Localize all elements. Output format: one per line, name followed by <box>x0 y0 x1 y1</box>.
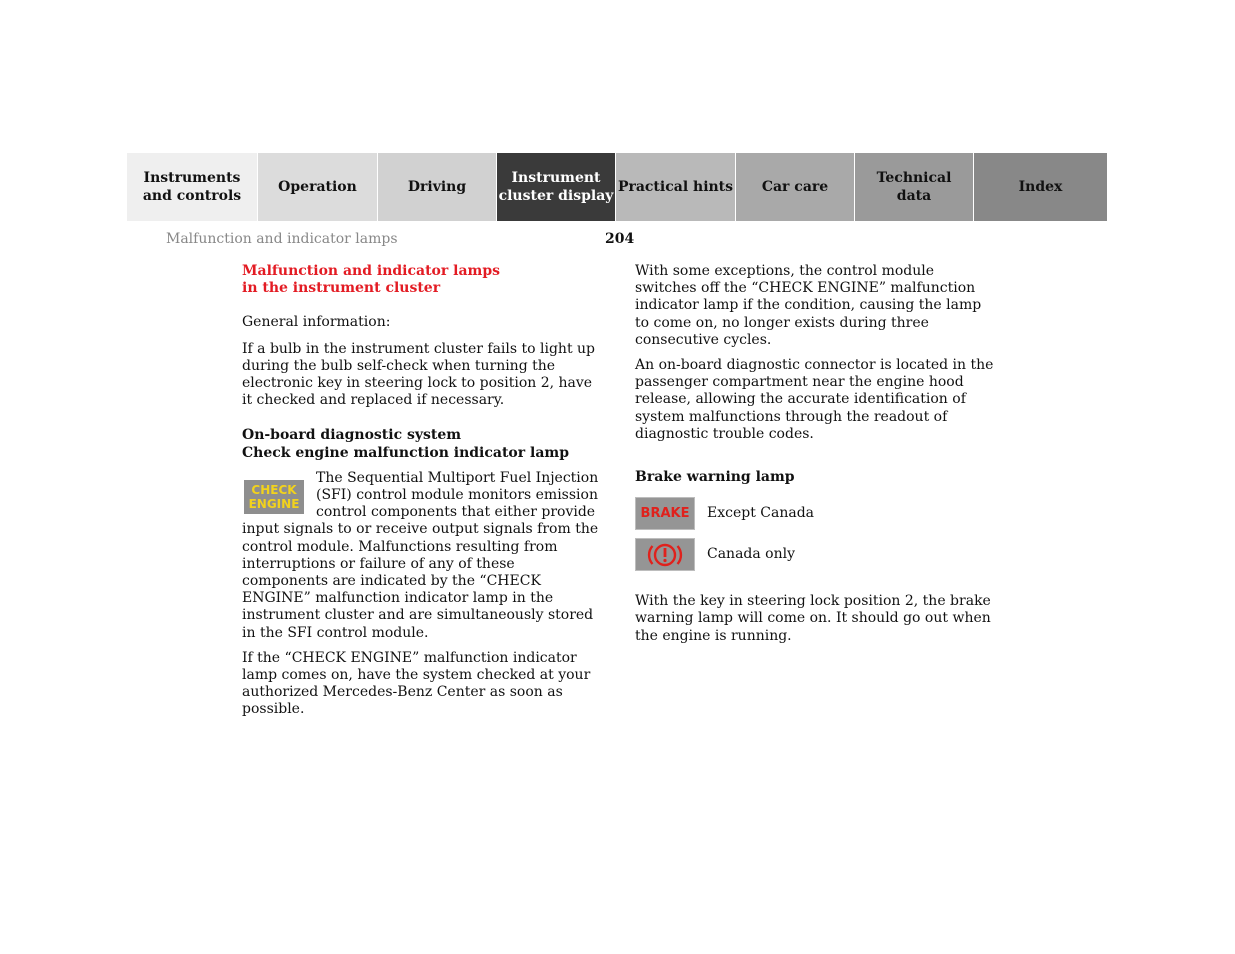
right-column <box>635 263 995 645</box>
left-column <box>242 263 602 719</box>
diagnostic-connector-paragraph: An on-board diagnostic connector is located in the passenger compartment near the engine hood release, allowing the accurate identification of system malfunctions through the readout of diagnostic trouble codes. <box>635 357 994 442</box>
tab-operation[interactable] <box>258 153 378 221</box>
canada-only-label: Canada only <box>707 546 796 563</box>
tab-label: Technical data <box>876 170 952 204</box>
page-number: 204 <box>605 231 635 247</box>
chapter-navigation <box>127 153 1107 221</box>
tab-label: Instruments and controls <box>142 170 242 204</box>
section-title: Malfunction and indicator lamps <box>166 231 398 247</box>
cel-heading: Check engine malfunction indicator lamp <box>242 444 570 461</box>
tab-technical-data[interactable] <box>855 153 974 221</box>
sfi-paragraph: The Sequential Multiport Fuel Injection (SFI) control module monitors emission control components that either provide input signals to or receive output signals from the control module. Malfunctions resulting from interruptions or failure of any of these components are indicated by the “CHECK ENGINE” malfunction indicator lamp in the instrument cluster and are simultaneously stored in the SFI control module. <box>242 469 599 641</box>
brake-lamp-text: BRAKE <box>640 506 690 522</box>
brake-lamp-list <box>635 493 995 575</box>
except-canada-label: Except Canada <box>707 505 815 522</box>
brake-lamp-row-except-canada <box>635 493 995 534</box>
check-engine-comes-on-paragraph: If the “CHECK ENGINE” malfunction indicator lamp comes on, have the system checked at your authorized Mercedes-Benz Center as soon as possible. <box>242 649 591 718</box>
tab-label: Instrument cluster display <box>498 170 614 204</box>
tab-label: Operation <box>278 179 357 195</box>
tab-car-care[interactable] <box>736 153 855 221</box>
obd-heading <box>242 427 602 461</box>
tab-practical-hints[interactable] <box>616 153 736 221</box>
tab-label: Driving <box>407 179 467 195</box>
main-heading-line2: in the instrument cluster <box>242 280 441 297</box>
main-heading-line1: Malfunction and indicator lamps <box>242 263 501 279</box>
main-heading <box>242 263 602 297</box>
tab-index[interactable] <box>974 153 1107 221</box>
brake-key-paragraph: With the key in steering lock position 2, the brake warning lamp will come on. It should go out when the engine is running. <box>635 593 991 644</box>
tab-label: Practical hints <box>617 179 734 195</box>
brake-warning-heading: Brake warning lamp <box>635 469 795 486</box>
bulb-check-paragraph: If a bulb in the instrument cluster fails to light up during the bulb self-check when turning the electronic key in steering lock to position 2, have it checked and replaced if necessary. <box>242 340 596 409</box>
exceptions-paragraph: With some exceptions, the control module switches off the “CHECK ENGINE” malfunction indicator lamp if the condition, causing the lamp to come on, no longer exists during three consecutive cycles. <box>635 263 982 348</box>
check-engine-icon-line1: CHECK <box>251 482 297 497</box>
sfi-block <box>242 470 602 642</box>
check-engine-icon-line2: ENGINE <box>248 496 300 511</box>
tab-instruments-and-controls[interactable] <box>127 153 258 221</box>
brake-lamp-row-canada <box>635 534 995 575</box>
obd-heading-line1: On-board diagnostic system <box>242 427 462 444</box>
general-info-label: General information: <box>242 314 391 331</box>
tab-label: Car care <box>761 179 829 195</box>
check-engine-lamp-icon <box>244 480 304 514</box>
brake-exclamation-circle-icon <box>635 538 695 571</box>
tab-driving[interactable] <box>378 153 497 221</box>
tab-instrument-cluster-display[interactable] <box>497 153 616 221</box>
brake-lamp-icon <box>635 497 695 530</box>
tab-label: Index <box>1018 179 1063 195</box>
